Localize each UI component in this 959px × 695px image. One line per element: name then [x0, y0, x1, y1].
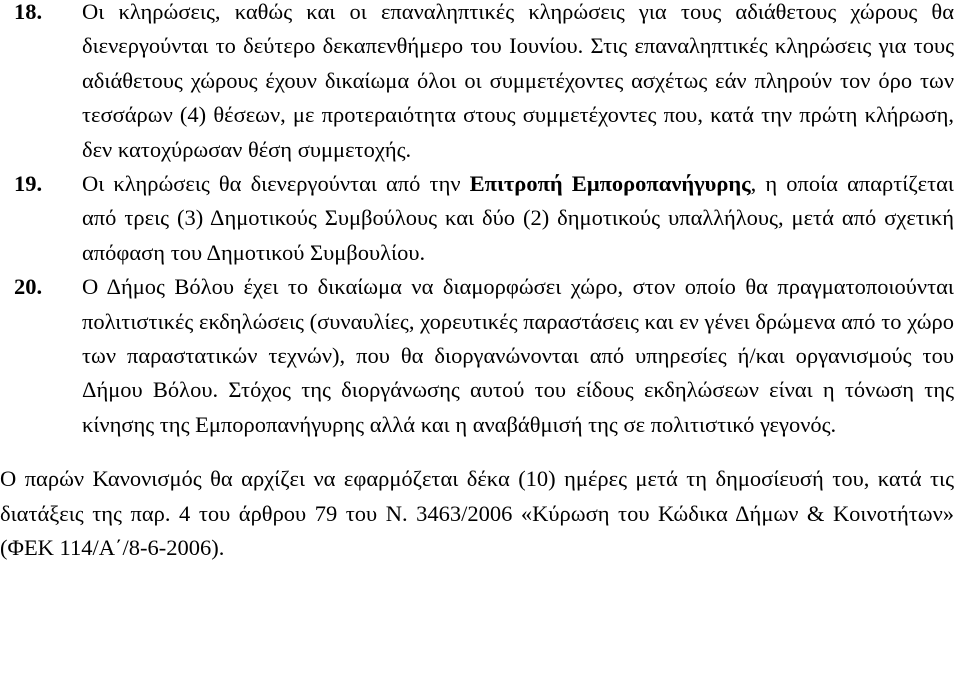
item-text-after: , η οποία απαρτίζεται από τρεις (3) Δημοτικούς Συμβούλους και δύο (2) δημοτικούς υπαλλήλους, μετά από σχετική απόφαση του Δημοτικού Συμβουλίου. — [82, 171, 954, 265]
item-text-before: Οι κληρώσεις θα διενεργούνται από την — [82, 171, 470, 197]
item-text: Ο Δήμος Βόλου έχει το δικαίωμα να διαμορφώσει χώρο, στον οποίο θα πραγματοποιούνται πολιτιστικές εκδηλώσεις (συναυλίες, χορευτικές παραστάσεις και εν γένει δρώμενα από το χώρο των παραστατικών τεχνών), που θα διοργανώνονται από υπηρεσίες ή/και οργανισμούς του Δήμου Βόλου. Στόχος της διοργάνωσης αυτού του είδους εκδηλώσεων είναι η τόνωση της κίνησης της Εμποροπανήγυρης αλλά και η αναβάθμισή της σε πολιτιστικό γεγονός. — [82, 274, 954, 437]
list-item-20 — [14, 270, 954, 442]
item-number: 18. — [14, 0, 43, 24]
list-item-18 — [14, 0, 954, 167]
list-item-19 — [14, 167, 954, 270]
item-text: Οι κληρώσεις, καθώς και οι επαναληπτικές κληρώσεις για τους αδιάθετους χώρους θα διενεργούνται το δεύτερο δεκαπενθήμερο του Ιουνίου. Στις επαναληπτικές κληρώσεις για τους αδιάθετους χώρους έχουν δικαίωμα όλοι οι συμμετέχοντες ασχέτως εάν πληρούν τον όρο των τεσσάρων (4) θέσεων, με προτεραιότητα στους συμμετέχοντες που, κατά την πρώτη κλήρωση, δεν κατοχύρωσαν θέση συμμετοχής. — [82, 0, 954, 162]
item-number: 20. — [14, 274, 43, 300]
committee-name: Επιτροπή Εμποροπανήγυρης — [469, 171, 751, 197]
closing-paragraph: Ο παρών Κανονισμός θα αρχίζει να εφαρμόζεται δέκα (10) ημέρες μετά τη δημοσίευσή του, κατά τις διατάξεις της παρ. 4 του άρθρου 79 του Ν. 3463/2006 «Κύρωση του Κώδικα Δήμων & Κοινοτήτων» (ΦΕΚ 114/Α΄/8-6-2006). — [0, 466, 954, 561]
item-number: 19. — [14, 171, 43, 197]
